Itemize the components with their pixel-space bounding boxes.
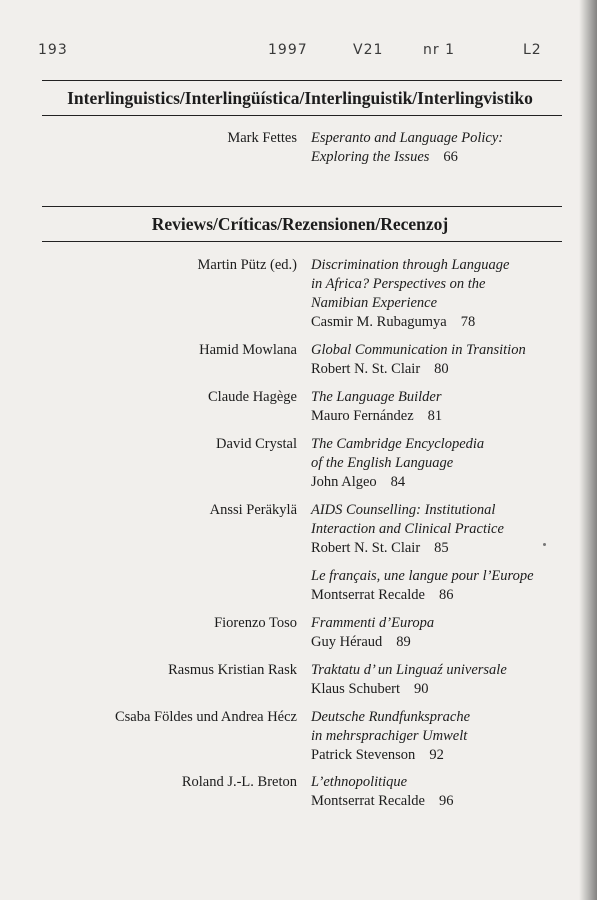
entry-author: Martin Pütz (ed.) — [197, 257, 297, 273]
entry-title-line: in mehrsprachiger Umwelt — [311, 728, 468, 744]
entry-page: 86 — [438, 587, 454, 603]
entry-title-line: AIDS Counselling: Institutional — [311, 502, 496, 518]
entry-page: 89 — [396, 634, 411, 650]
entry-title-line: in Africa? Perspectives on the — [311, 276, 486, 292]
entry-title-line: The Language Builder — [311, 389, 442, 405]
entry-title-line: Global Communication in Transition — [311, 342, 526, 358]
entry-title-line: Esperanto and Language Policy: — [311, 130, 504, 146]
entry-author: Rasmus Kristian Rask — [168, 662, 297, 678]
entry-author: Claude Hagège — [208, 389, 297, 405]
entry-page: 80 — [434, 361, 449, 377]
handwritten-note: 193 — [38, 42, 68, 58]
entry-page: 81 — [427, 408, 443, 424]
entry-work — [311, 388, 442, 426]
page-edge-shadow — [579, 0, 597, 900]
entry-reviewer: Robert N. St. Clair — [311, 361, 421, 377]
entry-work — [311, 256, 509, 332]
entry-page: 92 — [429, 747, 444, 763]
handwritten-note: L2 — [523, 42, 542, 58]
entry-title-line: The Cambridge Encyclopedia — [311, 436, 485, 452]
entry-reviewer: Montserrat Recalde — [311, 587, 425, 603]
entry-reviewer: John Algeo — [311, 474, 377, 490]
entry-author: Hamid Mowlana — [199, 342, 297, 358]
entry-title-line: Interaction and Clinical Practice — [311, 521, 504, 537]
entry-reviewer: Montserrat Recalde — [311, 793, 425, 809]
entry-author: David Crystal — [216, 436, 297, 452]
entry-title-line: L’ethnopolitique — [311, 774, 408, 790]
entry-page: 96 — [438, 793, 454, 809]
entry-reviewer: Patrick Stevenson — [311, 747, 416, 763]
entry-page: 78 — [460, 314, 476, 330]
entry-work — [311, 708, 470, 765]
entry-author: Fiorenzo Toso — [214, 615, 297, 631]
entry-work — [311, 341, 526, 379]
entry-page: 90 — [414, 681, 429, 697]
entry-work — [311, 567, 534, 605]
entry-work — [311, 435, 484, 492]
entry-work — [311, 501, 504, 558]
entry-title-line: Le français, une langue pour l’Europe — [311, 568, 534, 584]
entry-title-line: Frammenti d’Europa — [311, 615, 435, 631]
entry-author: Anssi Peräkylä — [209, 502, 297, 518]
entry-reviewer: Klaus Schubert — [311, 681, 400, 697]
entry-work — [311, 773, 453, 811]
print-speck — [543, 543, 546, 546]
handwritten-note: nr 1 — [423, 42, 455, 58]
handwritten-note: 1997 — [268, 42, 308, 58]
handwritten-note: V21 — [353, 42, 384, 58]
section-rule-bottom — [42, 115, 562, 116]
entry-work — [311, 614, 434, 652]
entry-page: 84 — [390, 474, 406, 490]
section-heading: Interlinguistics/Interlingüística/Interlinguistik/Interlingvistiko — [67, 88, 533, 108]
entry-title-line: Deutsche Rundfunksprache — [311, 709, 471, 725]
section-rule-top — [42, 80, 562, 81]
entry-author: Mark Fettes — [227, 130, 297, 146]
entry-title-line: Exploring the Issues — [311, 149, 430, 165]
entry-title-line: Traktatu d’ un Linguaź universale — [311, 662, 507, 678]
entry-title-line: Discrimination through Language — [311, 257, 510, 273]
entry-reviewer: Mauro Fernández — [311, 408, 414, 424]
entry-author: Csaba Földes und Andrea Hécz — [114, 709, 297, 725]
section-rule-bottom — [42, 241, 562, 242]
entry-reviewer: Robert N. St. Clair — [311, 540, 421, 556]
section-heading: Reviews/Críticas/Rezensionen/Recenzoj — [151, 214, 449, 234]
section-rule-top — [42, 206, 562, 207]
entry-work — [311, 661, 507, 699]
entry-reviewer: Guy Héraud — [311, 634, 383, 650]
entry-reviewer: Casmir M. Rubagumya — [311, 314, 447, 330]
entry-page: 85 — [434, 540, 449, 556]
entry-page: 66 — [443, 149, 458, 165]
entry-title-line: of the English Language — [311, 455, 454, 471]
entry-author: Roland J.-L. Breton — [181, 774, 297, 790]
entry-work — [311, 129, 503, 167]
entry-title-line: Namibian Experience — [311, 295, 438, 311]
handwritten-annotations — [38, 42, 558, 68]
